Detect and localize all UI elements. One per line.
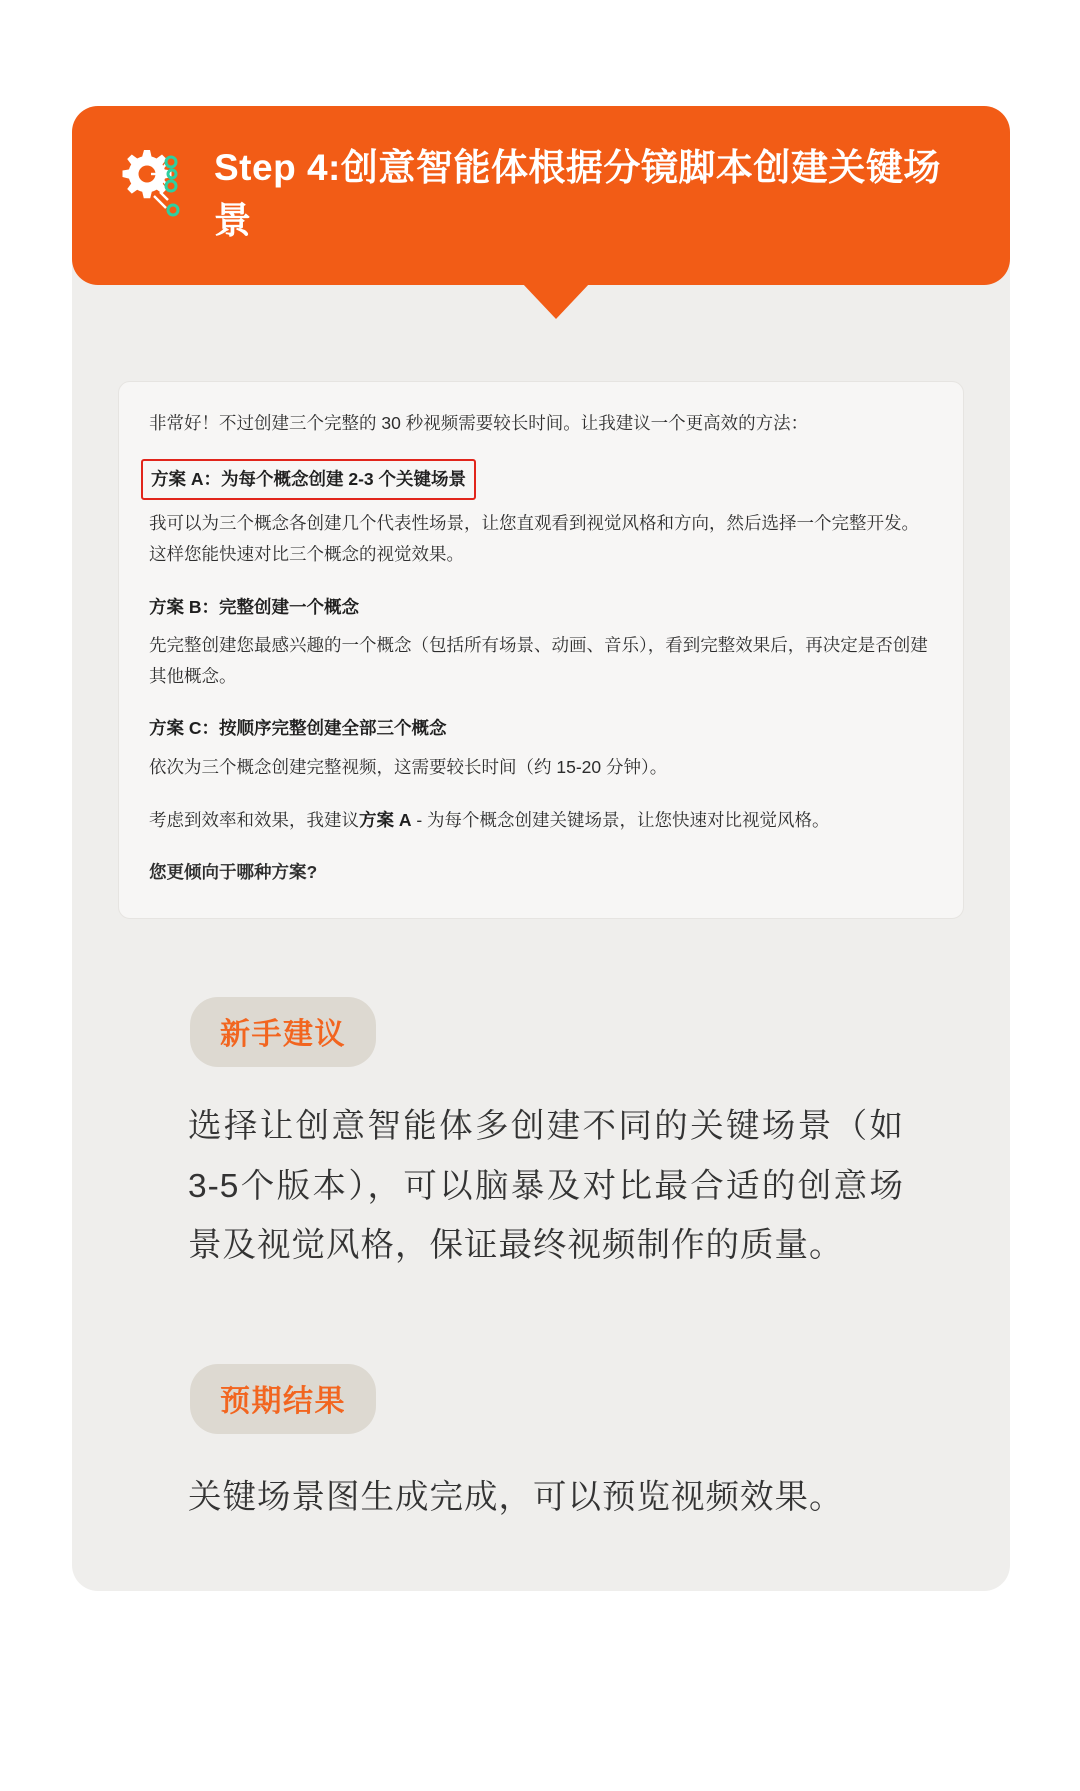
answer-intro: 非常好！不过创建三个完整的 30 秒视频需要较长时间。让我建议一个更高效的方法： (149, 413, 809, 434)
banner-pointer (522, 283, 590, 319)
tag-beginner-advice-wrap (190, 997, 1010, 1067)
tag-expected-result-wrap (190, 1364, 1010, 1434)
assistant-answer-box (118, 381, 964, 919)
option-a-body: 我可以为三个概念各创建几个代表性场景，让您直观看到视觉风格和方向，然后选择一个完整开发。这样您能快速对比三个概念的视觉效果。 (149, 513, 919, 564)
option-c-body: 依次为三个概念创建完整视频，这需要较长时间（约 15-20 分钟）。 (149, 757, 668, 778)
step-header-banner (72, 106, 1010, 285)
expected-result-text: 关键场景图生成完成，可以预览视频效果。 (188, 1478, 844, 1516)
option-b-title: 方案 B：完整创建一个概念 (149, 596, 359, 617)
gear-network-icon (114, 144, 192, 222)
option-a-title: 方案 A：为每个概念创建 2-3 个关键场景 (141, 459, 476, 501)
option-b-body: 先完整创建您最感兴趣的一个概念（包括所有场景、动画、音乐），看到完整效果后，再决定是否创建其他概念。 (149, 635, 928, 686)
beginner-advice-text: 选择让创意智能体多创建不同的关键场景（如3-5个版本），可以脑暴及对比最合适的创意场景及视觉风格，保证最终视频制作的质量。 (188, 1107, 904, 1265)
tag-beginner-advice: 新手建议 (190, 997, 376, 1067)
content-card (72, 106, 1010, 1591)
step-title: Step 4:创意智能体根据分镜脚本创建关键场景 (214, 147, 941, 241)
answer-question: 您更倾向于哪种方案? (149, 862, 318, 883)
recommendation-bold: 方案 A (359, 809, 412, 830)
tag-expected-result: 预期结果 (190, 1364, 376, 1434)
option-c-title: 方案 C：按顺序完整创建全部三个概念 (149, 718, 447, 739)
recommendation-suffix: - 为每个概念创建关键场景，让您快速对比视觉风格。 (411, 809, 830, 830)
recommendation-prefix: 考虑到效率和效果，我建议 (149, 809, 359, 830)
answer-recommendation (149, 805, 933, 836)
